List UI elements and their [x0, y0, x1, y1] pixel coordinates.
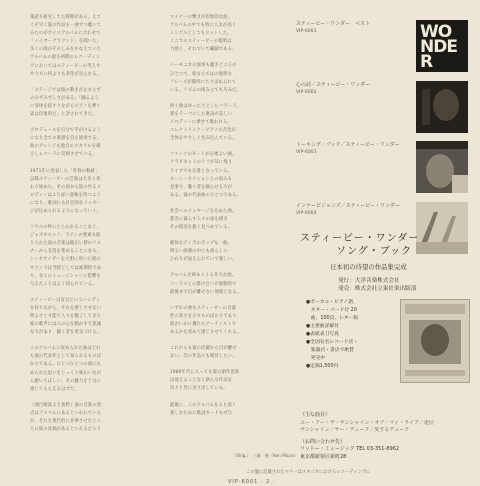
songbook-title: スティービー・ワンダー — [300, 233, 420, 244]
text-line: このアルバムに収められた曲はどれ — [30, 346, 101, 352]
text-line: も彼の代表作として知られるものば — [30, 354, 102, 360]
catalog-ad — [296, 20, 468, 78]
text-line: は衰えることなく新たな作品を — [170, 378, 233, 384]
body-text-left-column — [30, 14, 150, 434]
text-line: が、それを現代的に昇華させたとこ — [30, 419, 102, 425]
text-line: 都会に暮らす人々の姿を描き — [170, 216, 228, 222]
text-line — [170, 95, 280, 103]
text-line: り、多くのミュージシャンに影響を — [30, 273, 101, 279]
text-line: いる。リズムの組み立ても巧みだ。 — [170, 87, 242, 93]
text-line: これからも彼の活躍から目が離せ — [170, 346, 237, 352]
text-line: 力強く、それでいて繊細である。 — [170, 47, 237, 53]
text-line — [30, 160, 150, 168]
spec-line: 楽器店・書店で絶賛 — [306, 348, 354, 353]
songbook-subtitle: 日本初の待望の作品集完成 — [330, 263, 407, 271]
text-line: 続く曲はゆったりとしたバラード。 — [170, 103, 241, 109]
text-line: ここでのスティービーの歌唱は — [170, 39, 232, 45]
text-line: マイナーの響きが印象的な曲。 — [170, 15, 233, 20]
text-line: ひねりが加えられていて楽しい。 — [170, 257, 237, 263]
catalog-ad — [296, 141, 468, 199]
songbook-cover-image — [400, 299, 470, 383]
text-line — [170, 200, 280, 208]
footnote: この盤に記載されたマナーはスタジオにおけるレコーディングに — [246, 470, 371, 475]
spec-line: 曲、100頁、レター版 — [306, 316, 359, 321]
contact-company: リットー・ミュージック TEL 03-351-8962 — [300, 446, 400, 453]
text-line: ライブでも定番となっている。 — [170, 168, 233, 174]
contents-heading: 《主な曲目》 — [300, 412, 331, 418]
songbook-specs — [306, 299, 380, 371]
text-line: 社会へのメッセージを込めた曲。 — [170, 208, 237, 214]
text-line: 最後に、このアルバムをより深く — [170, 402, 237, 408]
contact-info — [300, 439, 470, 462]
text-line — [170, 297, 280, 305]
text-line: になり全ての楽器を自ら演奏する。 — [30, 136, 102, 142]
text-line — [30, 337, 150, 345]
text-line: フレーズが随所にちりばめられて — [170, 79, 237, 85]
songbook-ad — [300, 232, 470, 462]
text-line: グにおいてはスティービーの考えや — [30, 63, 101, 69]
album-cover — [416, 20, 468, 72]
text-line: ある。彼の代表曲のひとつである。 — [170, 192, 242, 198]
text-line: められた思いをじっくり味わいなが — [30, 370, 102, 376]
text-line: スティービーは盲目というハンディ — [30, 297, 101, 303]
text-line: いずれの曲もスティービーの音楽 — [170, 305, 237, 311]
text-line: こそ早く彼の作品を一曲ずつ聴いて — [30, 23, 102, 29]
text-line: アルバムの中でも特に人気が高く — [170, 23, 237, 29]
cover-title: WO NDE R — [420, 22, 457, 72]
text-line: シンセサイザーを大胆に用いた彼の — [30, 257, 101, 263]
text-line: 多くの曲がそのしみをかなえていた — [30, 47, 102, 53]
text-line: コーラスとの掛け合いが感動的で — [170, 281, 237, 287]
spec-line: ●ボーカル・ピアノ譜、 — [306, 300, 358, 305]
text-line — [170, 394, 280, 402]
text-line: みたのがボイスアルバムに合わせて — [30, 31, 101, 37]
text-line: 蒐読も研究してた時期がある。えて — [30, 15, 102, 20]
body-text-middle-column — [170, 14, 280, 418]
text-line — [30, 119, 150, 127]
text-line: あるかを改めて感じさせてくれる。 — [170, 330, 242, 335]
text-line: 立しレコードに反映させている。 — [30, 152, 97, 158]
text-line: ハーモニカの演奏も聴きどころの — [170, 63, 237, 69]
text-line: ソウルの枠にとらわれることなく、 — [30, 225, 101, 231]
text-line — [30, 79, 150, 87]
text-line: わり始めた。その頃から彼の作るメ — [30, 184, 102, 190]
text-line: ロディーはより深い意味を持つよう — [30, 192, 101, 198]
text-line: ナーから支持を集めることになる。 — [30, 249, 102, 255]
text-line: 見事で、聴く者を踊らせる力が — [170, 184, 233, 190]
text-line: 曲のアレンジも独自のスタイルを確 — [30, 144, 101, 150]
spec-line: ●定価1,500円 — [306, 364, 339, 369]
text-line — [170, 143, 280, 151]
text-line — [170, 361, 280, 369]
album-caption: インナービジョンズ／スティービー・ワンダー — [296, 202, 400, 209]
text-line: 彼がいかに優れたアーティストで — [170, 321, 237, 327]
text-line: 楽しむために歌詞カードもぜひ — [170, 410, 233, 416]
publisher: 発行：大洋音楽株式会社 — [338, 278, 400, 284]
text-line: ファンクのビートが心地よい曲。 — [170, 152, 237, 158]
spec-line: ギター・コード付 20 — [306, 308, 357, 313]
catalog-number: VIP-6003 — [296, 150, 317, 155]
text-line: ジが込められるようになっていく。 — [30, 208, 102, 214]
text-line — [170, 264, 280, 272]
text-line: プロデュースを自分で手がけるよう — [30, 128, 101, 134]
text-line — [170, 54, 280, 62]
text-line: ない。次の作品にも期待したい。 — [170, 354, 237, 360]
text-line: になり、歌詞にも社会的なメッセー — [30, 200, 101, 206]
text-line: 彼の歌声には人の心を動かす不思議 — [30, 322, 102, 328]
text-line: 愛をテーマにした歌詞が美しい — [170, 111, 233, 117]
distributor: 発売：株式会社立東社楽出版部 — [338, 286, 417, 292]
text-line — [30, 289, 150, 297]
text-line: ひとつで、彼ならではの独特な — [170, 71, 233, 77]
text-line: 明るい曲調の中にも彼らしい — [170, 249, 228, 255]
text-line: のみずみずしさがある」「踊るよう — [30, 95, 99, 101]
text-line: に身体を揺すりながらピアノを弾く — [30, 103, 101, 109]
author-credit: （Shig.） 三浦 進（Ken Miura） — [232, 453, 299, 458]
catalog-ad — [296, 81, 468, 139]
spec-line: ●主要曲詳解付 — [306, 324, 339, 329]
text-line: 以降スティービーの音楽は大きく変 — [30, 176, 101, 182]
text-line: 軽快なテンポのポップな一曲。 — [170, 241, 233, 247]
text-line — [30, 394, 150, 402]
spec-line: ●全国有名レコード店・ — [306, 340, 359, 345]
text-line: かりである。ひとつひとつの曲に込 — [30, 362, 101, 368]
contents-line: ユー・アー・ザ・サンシャイン・オブ・マイ・ライフ／迷信 — [300, 419, 434, 426]
text-line: 感じてもらえるはずだ。 — [30, 386, 79, 392]
text-line: アルバムを締めくくる壮大な曲。 — [170, 273, 237, 279]
text-line: アルバムの最も初期のレコーディン — [30, 55, 101, 61]
songbook-title-line2: ソング・ブック — [336, 246, 413, 257]
catalog-number: VIP-6004 — [296, 210, 317, 216]
text-line: シングルとしてもヒットした。 — [170, 31, 232, 37]
text-line: 次々と世に送り出している。 — [170, 386, 228, 392]
songbook-contents — [300, 412, 470, 435]
text-line — [170, 232, 280, 240]
text-line: 点はゴスペルにあるといわれている — [30, 410, 102, 416]
text-line: 与えたことはよく知られている。 — [30, 281, 97, 287]
text-line: エレクトリック・ピアノの音色が — [170, 128, 237, 134]
text-line: ら聴いてほしい。その魅力を十分に — [30, 378, 102, 384]
contact-address: 東京都新宿区新町28 — [300, 453, 347, 460]
album-caption: スティービー・ワンダー ベスト — [296, 21, 371, 27]
album-cover — [416, 81, 468, 133]
catalog-number: VIP-6001 — [296, 29, 317, 34]
text-line: 姿は印象的だ」と評されてきた。 — [30, 112, 97, 118]
text-line: な力があり、聴く者を勇気づける。 — [30, 330, 102, 336]
catalog-ads — [296, 20, 468, 262]
album-caption: トーキング・ブック／スティービー・ワンダー — [296, 142, 400, 148]
text-line — [170, 337, 280, 345]
album-caption: 心の詩／スティービー・ワンダー — [296, 81, 371, 88]
text-line: ジャズやロック、ラテンの要素も取 — [30, 233, 101, 239]
text-line: その現実を鋭く見つめている。 — [170, 225, 233, 231]
album-cover — [416, 141, 468, 193]
page-number: VIP-6001 · 2 · — [228, 479, 276, 485]
text-line: クラビネットのリフが耳に残り — [170, 160, 233, 166]
catalog-number: VIP-6002 — [296, 89, 317, 95]
contents-line: サンシャイン／サー・デューク／愛するデューク — [300, 427, 410, 434]
text-line: 1980年代に入っても彼の創作意欲 — [170, 370, 240, 376]
text-line: 1971年に発表した「青春の軌跡」 — [30, 168, 100, 174]
text-line: やり方に何よりも変化が見られる。 — [30, 71, 102, 77]
text-line: 性の高さを示すものばかりであり、 — [170, 313, 242, 319]
text-line: 「ハイヤーグラウンド」を聞いた。 — [30, 39, 102, 45]
text-line: （曲目解説より抜粋）彼の音楽の原 — [30, 402, 102, 408]
contact-heading: （お問い合わせ先） — [300, 438, 346, 445]
text-line: 明るさと才能で人々を魅了してきた — [30, 314, 102, 319]
text-line: ホーン・セクションとの絡みも — [170, 176, 233, 182]
text-line — [30, 216, 150, 224]
text-line: 最後まで目が離せない展開となる。 — [170, 289, 242, 295]
spec-line: ●表紙表刀写真 — [306, 332, 339, 337]
text-line: り入れた彼の音楽は幅広い層のリス — [30, 241, 102, 247]
spec-line: 発売中 — [306, 356, 326, 361]
text-line: を持ちながら、それを感じさせない — [30, 305, 102, 311]
text-line: ろに彼の真価があるといえるだろう — [30, 427, 102, 433]
text-line: サウンドは当時としては画期的であ — [30, 265, 102, 271]
text-line: 「ステージでは彼の動きが止まらず — [30, 87, 101, 93]
text-line: 全体をやさしく包み込んでいる。 — [170, 136, 237, 142]
text-line: メロディーに乗せて歌われる。 — [170, 120, 232, 126]
